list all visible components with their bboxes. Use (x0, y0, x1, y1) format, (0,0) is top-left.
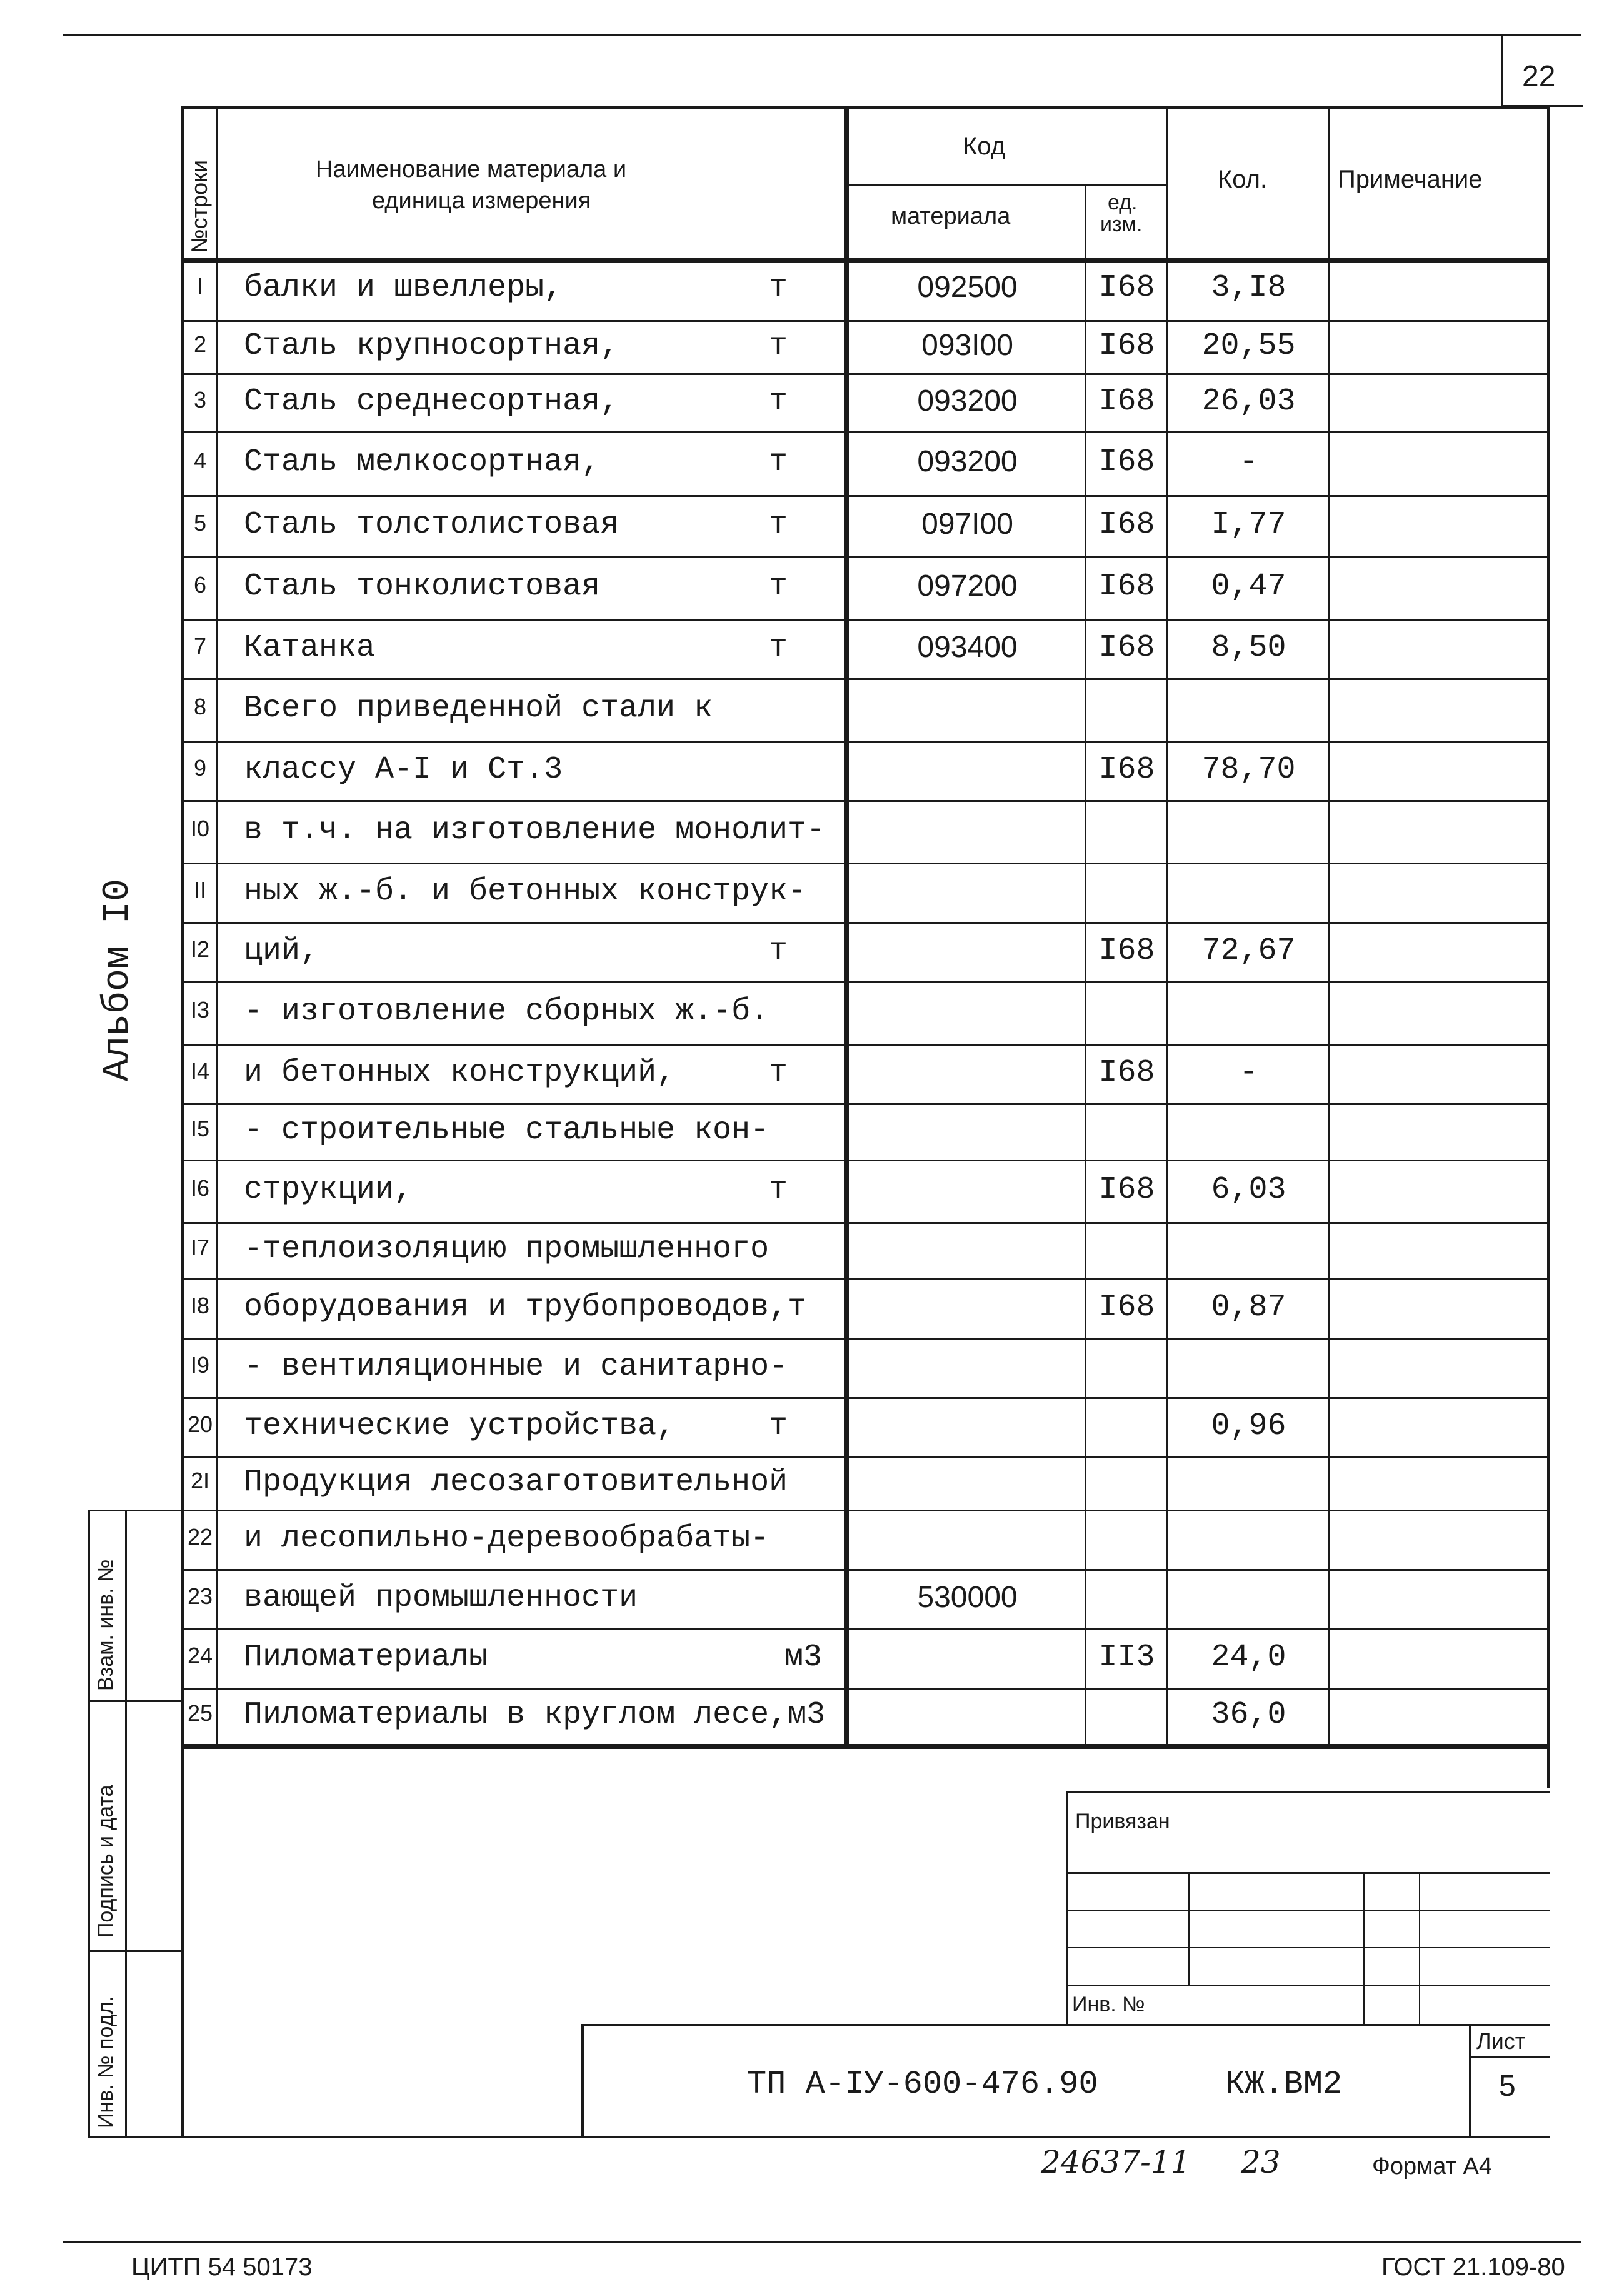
row-separator (181, 1103, 1550, 1105)
bound-label: Привязан (1075, 1810, 1170, 1833)
row-qty: 8,50 (1211, 629, 1286, 666)
row-number: 20 (188, 1411, 213, 1437)
row-qty: 26,03 (1201, 383, 1296, 419)
original-inv-label: Инв. № подл. (94, 1996, 118, 2128)
handwritten-number: 24637-11 (1041, 2144, 1191, 2180)
row-separator (181, 495, 1550, 497)
row-name: струкции, (244, 1172, 413, 1208)
row-separator (181, 1044, 1550, 1046)
row-material-code: 093200 (917, 384, 1018, 418)
row-unit: т (769, 270, 788, 306)
table-left-border (181, 106, 184, 2138)
row-separator (181, 1628, 1550, 1630)
row-name: - изготовление сборных ж.-б. (244, 994, 769, 1029)
inv-label: Инв. № (1072, 1993, 1145, 2016)
row-number: 3 (193, 386, 207, 413)
row-qty: 72,67 (1201, 933, 1296, 969)
row-unit-code: I68 (1098, 933, 1155, 969)
row-number: I7 (190, 1235, 210, 1260)
row-material-code: 093I00 (921, 328, 1013, 362)
col-border-no (216, 106, 218, 1744)
frame-join (181, 1749, 184, 1751)
row-number: 25 (188, 1700, 213, 1726)
row-number: 23 (188, 1583, 213, 1609)
row-qty: 0,47 (1211, 569, 1286, 604)
sheet-label: Лист (1476, 2028, 1526, 2054)
row-number: I4 (190, 1058, 210, 1084)
row-number: 4 (193, 448, 207, 473)
row-separator (181, 678, 1550, 680)
header-code-unit-line2: изм. (1100, 213, 1143, 236)
row-name: ных ж.-б. и бетонных конструк- (244, 873, 807, 909)
row-name: Продукция лесозаготовительной (244, 1464, 788, 1500)
row-number: 5 (193, 510, 207, 536)
row-number: 8 (193, 694, 207, 719)
row-separator (181, 741, 1550, 743)
row-separator (181, 431, 1550, 433)
row-unit-code: II3 (1098, 1639, 1155, 1675)
footer-rule (63, 2241, 1581, 2243)
row-unit-code: I68 (1098, 569, 1155, 604)
row-unit: м3 (784, 1639, 823, 1675)
row-name: вающей промышленности (244, 1580, 638, 1616)
header-code: Код (963, 133, 1006, 160)
row-separator (181, 1569, 1550, 1571)
header-code-split (844, 184, 1166, 186)
row-unit: т (769, 507, 788, 543)
col-border-unit (1166, 106, 1168, 1744)
row-separator (181, 1338, 1550, 1340)
row-unit-code: I68 (1098, 751, 1155, 788)
row-qty: 3,I8 (1211, 270, 1286, 306)
row-separator (181, 1456, 1550, 1458)
header-bottom (181, 258, 1550, 263)
header-qty: Кол. (1218, 166, 1268, 193)
row-separator (181, 800, 1550, 802)
row-separator (181, 981, 1550, 983)
row-unit: т (769, 933, 788, 969)
row-number: 7 (193, 633, 207, 659)
row-number: 22 (188, 1523, 213, 1550)
row-number: II (193, 876, 206, 903)
row-name: Сталь мелкосортная, (244, 444, 601, 480)
row-qty: - (1239, 444, 1258, 480)
signature-date-label: Подпись и дата (94, 1785, 118, 1938)
row-separator (181, 1510, 1550, 1511)
row-unit: т (769, 383, 788, 419)
row-qty: 0,96 (1211, 1408, 1286, 1444)
row-qty: 78,70 (1201, 751, 1296, 788)
row-separator (181, 619, 1550, 621)
row-qty: 0,87 (1211, 1289, 1286, 1325)
top-rule (63, 34, 1581, 36)
row-unit-code: I68 (1098, 1054, 1155, 1091)
frame-bottom (88, 2136, 1550, 2138)
row-separator (181, 1160, 1550, 1161)
row-unit: т (769, 569, 788, 604)
row-unit-code: I68 (1098, 629, 1155, 666)
header-row-no: №строки (186, 159, 212, 253)
row-number: I9 (190, 1351, 210, 1378)
row-qty: 6,03 (1211, 1172, 1286, 1208)
row-separator (181, 373, 1550, 375)
row-number: 2I (190, 1467, 210, 1493)
row-unit-code: I68 (1098, 270, 1155, 306)
row-name: Сталь тонколистовая (244, 569, 601, 604)
row-qty: 24,0 (1211, 1639, 1286, 1675)
row-name: Сталь толстолистовая (244, 507, 619, 543)
header-code-material: материала (891, 203, 1011, 229)
row-number: I6 (190, 1175, 210, 1201)
row-number: 24 (188, 1642, 213, 1668)
row-name: в т.ч. на изготовление монолит- (244, 813, 826, 848)
row-number: 6 (193, 572, 207, 598)
handwritten-page: 23 (1241, 2144, 1281, 2180)
table-right-border (1547, 106, 1550, 1788)
row-separator (181, 922, 1550, 924)
row-number: I2 (190, 936, 210, 962)
format-label: Формат А4 (1372, 2153, 1493, 2180)
row-name: Пиломатериалы (244, 1639, 488, 1675)
row-name: классу А-I и Ст.3 (244, 751, 563, 788)
header-name-line2: единица измерения (372, 188, 591, 214)
row-unit: т (769, 1054, 788, 1091)
row-number: I5 (190, 1116, 210, 1141)
row-material-code: 093200 (917, 445, 1018, 478)
row-unit-code: I68 (1098, 383, 1155, 419)
header-note: Примечание (1338, 166, 1483, 193)
header-top (181, 106, 1550, 109)
sheet-value: 5 (1499, 2070, 1516, 2103)
row-separator (181, 1278, 1550, 1280)
exchange-inv-label: Взам. инв. № (94, 1559, 118, 1691)
row-separator (181, 863, 1550, 864)
header-name-line1: Наименование материала и (316, 156, 627, 183)
sheet-number: 22 (1522, 60, 1556, 93)
row-name: технические устройства, (244, 1408, 676, 1444)
document-mark: КЖ.ВМ2 (1225, 2066, 1343, 2103)
row-name: Сталь среднесортная, (244, 383, 619, 419)
row-separator (181, 556, 1550, 558)
row-name: - строительные стальные кон- (244, 1113, 769, 1148)
row-unit-code: I68 (1098, 1172, 1155, 1208)
row-number: I0 (190, 816, 210, 841)
row-name: - вентиляционные и санитарно- (244, 1348, 788, 1385)
row-separator (181, 1397, 1550, 1399)
row-material-code: 097200 (917, 569, 1018, 603)
row-number: 2 (193, 331, 207, 357)
row-material-code: 092500 (917, 271, 1018, 304)
row-name: -теплоизоляцию промышленного (244, 1231, 769, 1267)
row-number: I (196, 273, 203, 299)
row-qty: - (1239, 1054, 1258, 1091)
header-code-unit-line1: ед. (1108, 191, 1138, 214)
row-number: I3 (190, 997, 210, 1023)
row-qty: 20,55 (1201, 328, 1296, 364)
sheet-number-border (1501, 34, 1503, 106)
row-qty: I,77 (1211, 507, 1286, 543)
row-separator (181, 1744, 1550, 1749)
album-label: Альбом I0 (97, 878, 139, 1081)
row-name: Катанка (244, 629, 376, 666)
row-name: оборудования и трубопроводов,т (244, 1289, 807, 1325)
col-border-name (844, 106, 849, 1744)
row-number: I8 (190, 1292, 210, 1318)
document-code: ТП А-IУ-600-476.90 (747, 2066, 1098, 2103)
row-separator (181, 1222, 1550, 1224)
row-name: Всего приведенной стали к (244, 691, 713, 726)
row-unit-code: I68 (1098, 1289, 1155, 1325)
row-name: и лесопильно-деревообрабаты- (244, 1520, 769, 1556)
row-unit: т (769, 1408, 788, 1444)
row-material-code: 530000 (917, 1580, 1018, 1614)
col-border-qty (1328, 106, 1330, 1744)
footer-right: ГОСТ 21.109-80 (1381, 2253, 1565, 2281)
row-unit: т (769, 629, 788, 666)
row-unit-code: I68 (1098, 444, 1155, 480)
row-number: 9 (193, 754, 207, 781)
row-name: Пиломатериалы в круглом лесе,м3 (244, 1697, 826, 1733)
row-name: ций, (244, 933, 319, 969)
row-material-code: 093400 (917, 630, 1018, 664)
row-unit: т (769, 444, 788, 480)
row-name: и бетонных конструкций, (244, 1054, 676, 1091)
row-unit-code: I68 (1098, 328, 1155, 364)
row-name: балки и швеллеры, (244, 270, 563, 306)
row-unit-code: I68 (1098, 507, 1155, 543)
footer-left: ЦИТП 54 50173 (131, 2253, 313, 2281)
row-separator (181, 1688, 1550, 1690)
row-material-code: 097I00 (921, 508, 1013, 541)
row-name: Сталь крупносортная, (244, 328, 619, 364)
row-separator (181, 320, 1550, 322)
row-unit: т (769, 328, 788, 364)
row-unit: т (769, 1172, 788, 1208)
row-qty: 36,0 (1211, 1697, 1286, 1733)
